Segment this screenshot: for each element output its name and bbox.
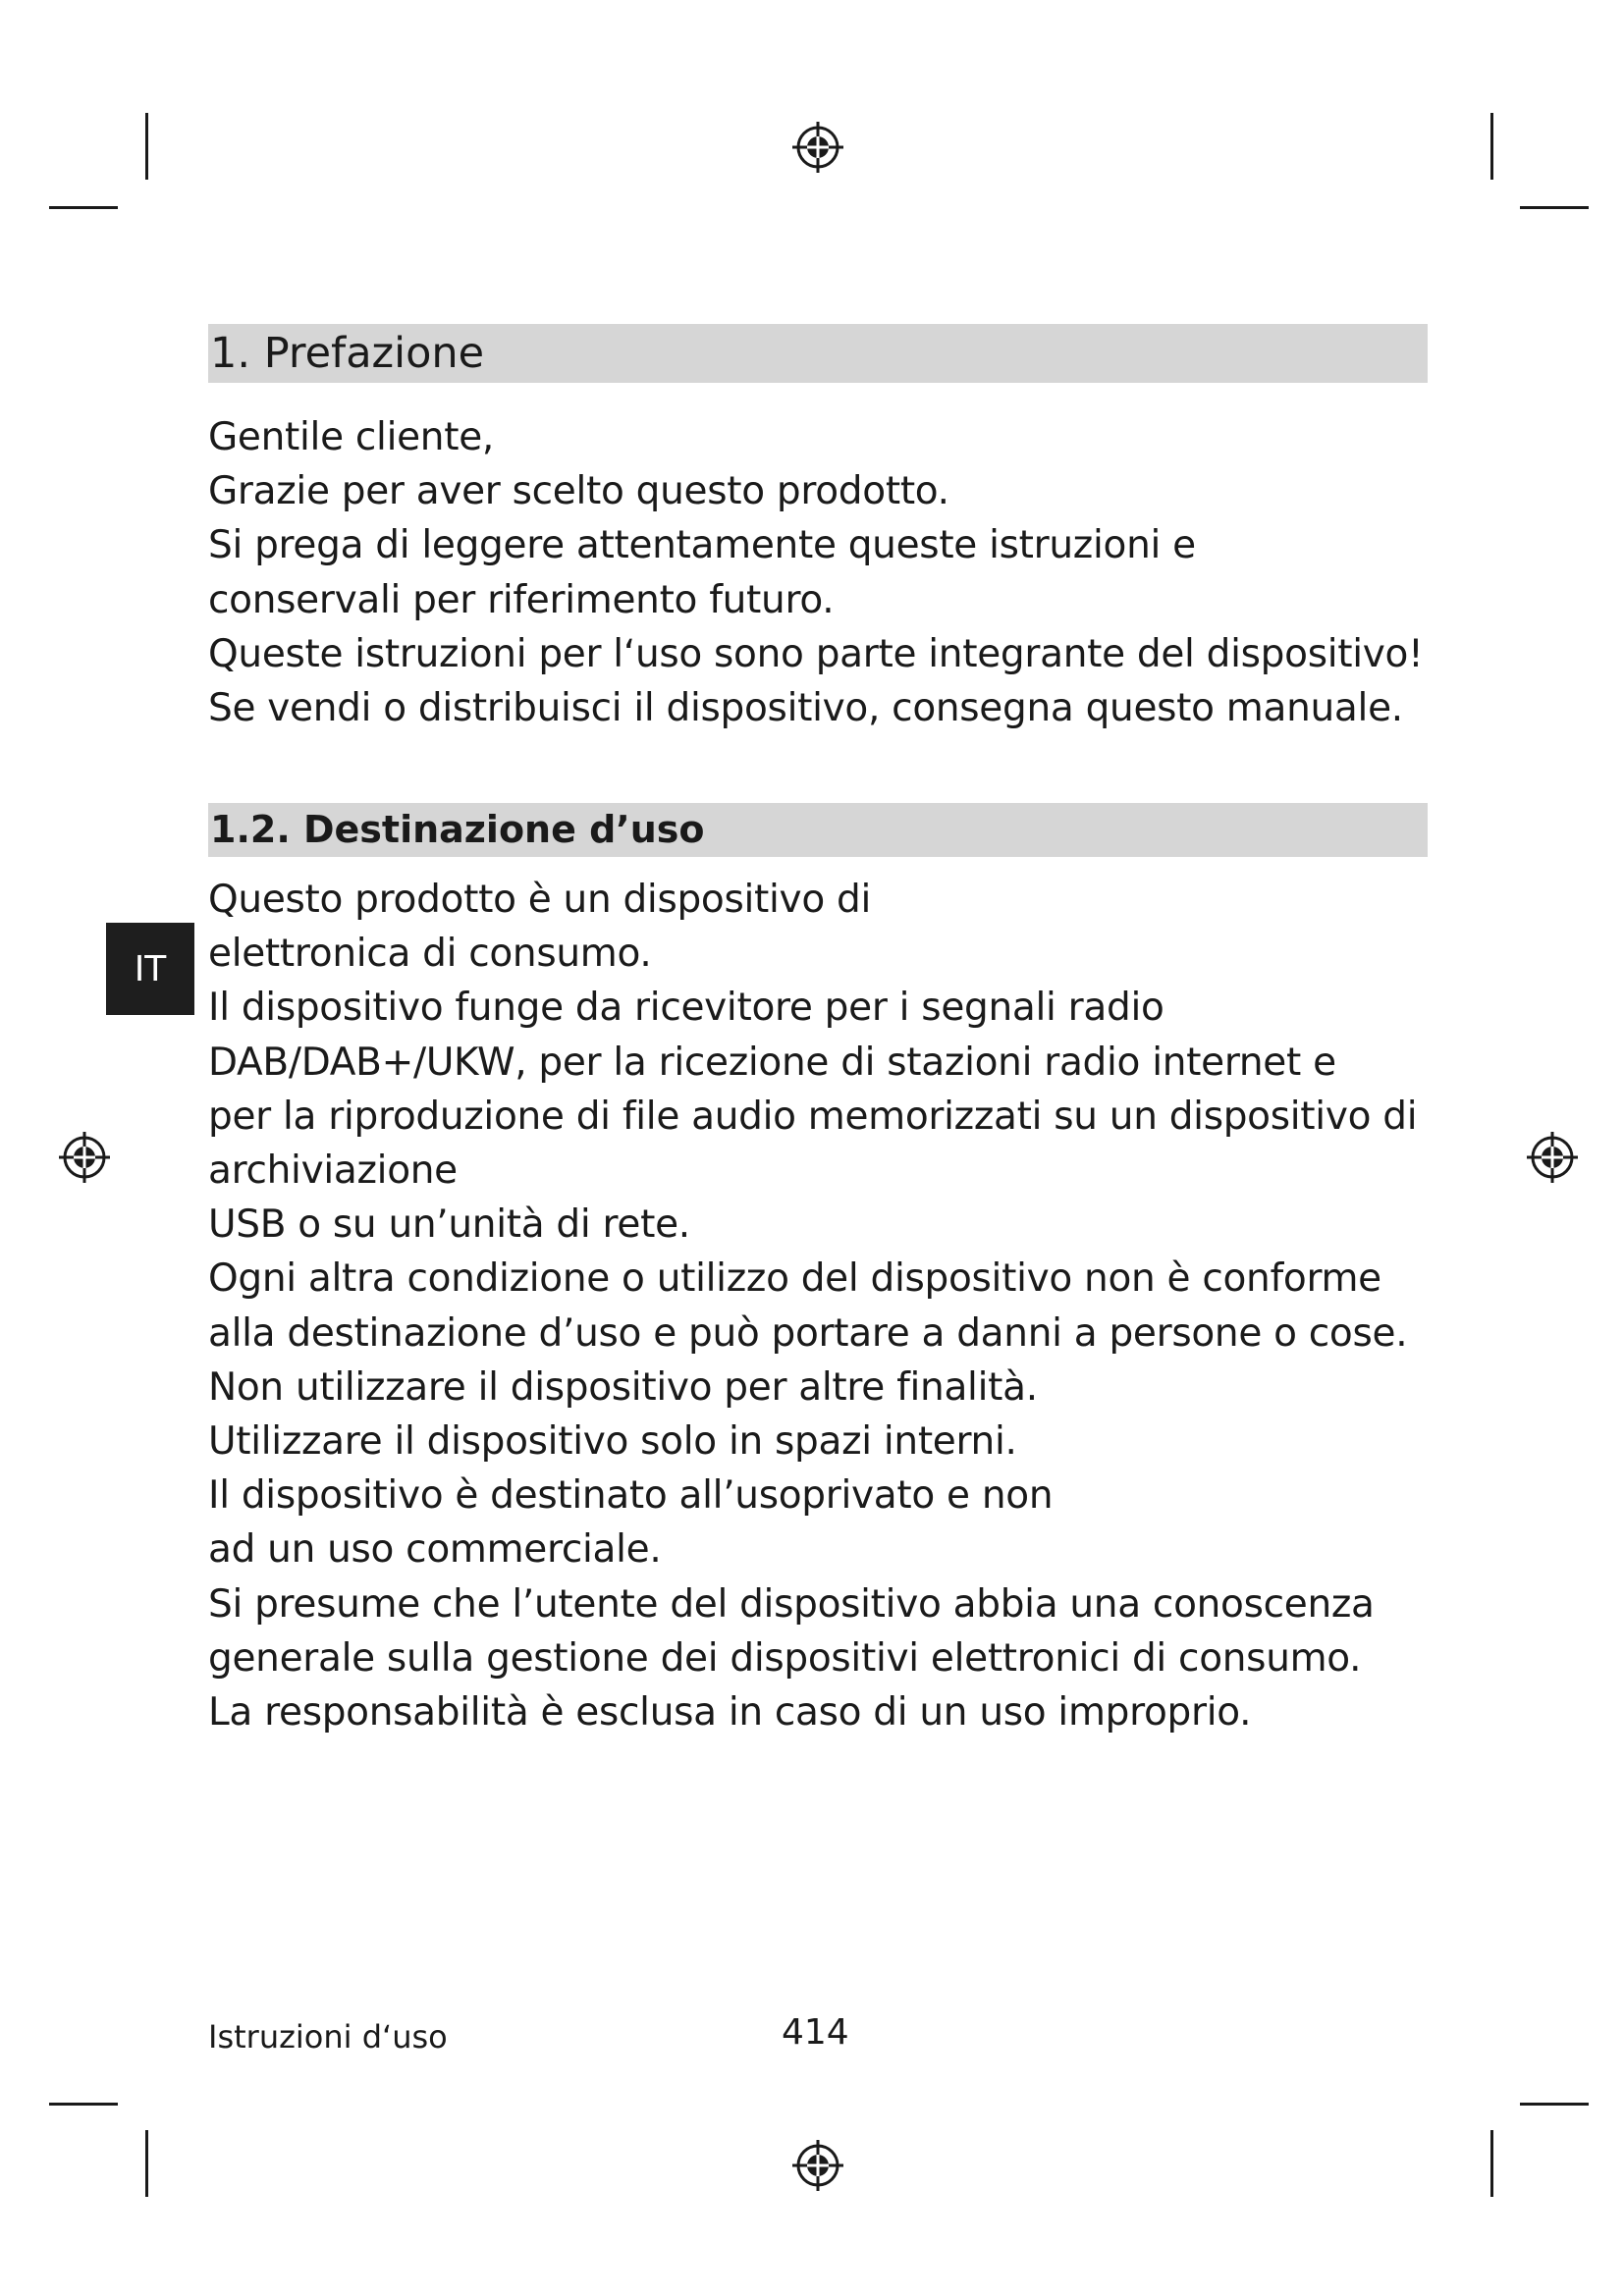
body-line: Utilizzare il dispositivo solo in spazi interni. (208, 1419, 1017, 1465)
body-line: USB o su un’unità di rete. (208, 1202, 690, 1248)
language-tab: IT (106, 923, 194, 1015)
body-line: Gentile cliente, (208, 415, 494, 459)
page-number: 414 (782, 2012, 849, 2053)
footer-title: Istruzioni d‘uso (208, 2018, 448, 2056)
crop-mark-bottom-left-horizontal (49, 2103, 118, 2106)
body-line: Queste istruzioni per l‘uso sono parte integrante del dispositivo! (208, 631, 1424, 676)
body-line: Si presume che l’utente del dispositivo abbia una conoscenza (208, 1581, 1375, 1627)
body-line: Ogni altra condizione o utilizzo del dispositivo non è conforme (208, 1256, 1381, 1302)
crop-mark-bottom-right-vertical (1490, 2130, 1493, 2197)
body-line: La responsabilità è esclusa in caso di un uso improprio. (208, 1690, 1252, 1735)
crop-mark-bottom-left-vertical (145, 2130, 148, 2197)
body-line: Si prega di leggere attentamente queste istruzioni e (208, 523, 1196, 568)
body-line: Il dispositivo funge da ricevitore per i segnali radio (208, 986, 1164, 1031)
registration-mark-icon (1525, 1130, 1580, 1185)
crop-mark-top-right-vertical (1490, 113, 1493, 180)
section-body-destinazione-uso (208, 873, 1445, 1739)
section-heading-destinazione-uso: 1.2. Destinazione d’uso (208, 803, 1428, 857)
section-heading-prefazione: 1. Prefazione (208, 324, 1428, 383)
body-line: Questo prodotto è un dispositivo di (208, 878, 871, 922)
section-body-prefazione (208, 410, 1445, 735)
body-line: Se vendi o distribuisci il dispositivo, consegna questo manuale. (208, 686, 1403, 731)
body-line: Grazie per aver scelto questo prodotto. (208, 469, 949, 514)
body-line: alla destinazione d’uso e può portare a danni a persone o cose. (208, 1310, 1408, 1356)
body-line: ad un uso commerciale. (208, 1527, 662, 1573)
body-line: Il dispositivo è destinato all’usoprivato e non (208, 1473, 1054, 1519)
body-line: DAB/DAB+/UKW, per la ricezione di stazioni radio internet e (208, 1040, 1336, 1085)
body-line: per la riproduzione di file audio memorizzati su un dispositivo di (208, 1094, 1418, 1139)
crop-mark-top-right-horizontal (1520, 206, 1589, 209)
crop-mark-top-left-horizontal (49, 206, 118, 209)
crop-mark-top-left-vertical (145, 113, 148, 180)
body-line: elettronica di consumo. (208, 932, 652, 977)
body-line: generale sulla gestione dei dispositivi elettronici di consumo. (208, 1635, 1362, 1681)
body-line: Non utilizzare il dispositivo per altre finalità. (208, 1364, 1038, 1410)
registration-mark-icon (790, 2138, 845, 2193)
registration-mark-icon (57, 1130, 112, 1185)
body-line: archiviazione (208, 1148, 458, 1194)
body-line: conservali per riferimento futuro. (208, 577, 835, 622)
crop-mark-bottom-right-horizontal (1520, 2103, 1589, 2106)
registration-mark-icon (790, 120, 845, 175)
